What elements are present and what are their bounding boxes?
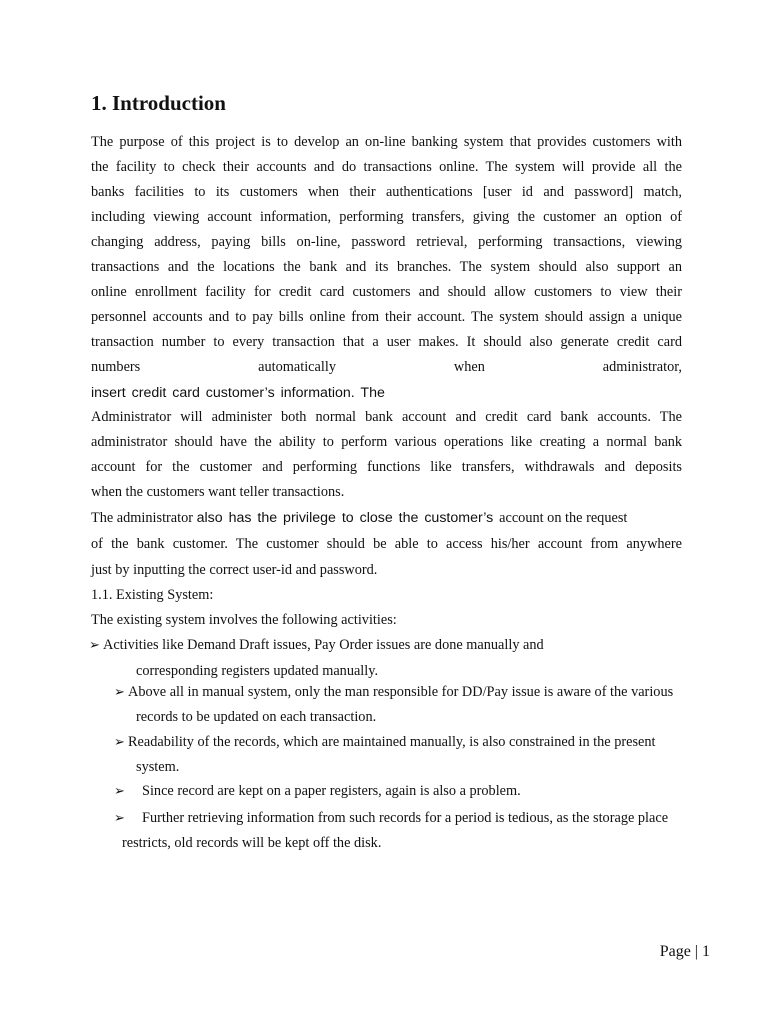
paragraph-line: of the bank customer. The customer should be able to access his/her account from anywhere: [91, 536, 682, 552]
paragraph-line: when the customers want teller transactions.: [91, 484, 345, 500]
paragraph-line: banks facilities to its customers when their authentications [user id and password] match,: [91, 184, 682, 200]
paragraph-line: account for the customer and performing functions like transfers, withdrawals and deposits: [91, 459, 682, 475]
bullet-continuation: records to be updated on each transaction.: [136, 709, 377, 725]
paragraph-line-sans: insert credit card customer’s information. The: [91, 385, 385, 401]
paragraph-line: personnel accounts and to pay bills online from their account. The system should assign a unique: [91, 309, 682, 325]
bullet-continuation: restricts, old records will be kept off the disk.: [122, 835, 382, 851]
section-heading: 1. Introduction: [91, 91, 226, 115]
arrow-bullet-icon: ➢: [114, 685, 125, 700]
admin-line-part1: The administrator: [91, 510, 197, 526]
paragraph-line: administrator should have the ability to perform various operations like creating a normal bank: [91, 434, 682, 450]
subsection-heading: 1.1. Existing System:: [91, 587, 214, 603]
bullet-text: Activities like Demand Draft issues, Pay Order issues are done manually and: [103, 637, 544, 653]
admin-line: [91, 509, 682, 527]
page-number: Page | 1: [659, 943, 710, 960]
paragraph-line: including viewing account information, performing transfers, giving the customer an option of: [91, 209, 682, 225]
paragraph-line: the facility to check their accounts and do transactions online. The system will provide all the: [91, 159, 682, 175]
bullet-text: Further retrieving information from such records for a period is tedious, as the storage place: [142, 810, 669, 826]
admin-line-part2: also has the privilege to close the customer’s: [196, 510, 500, 526]
arrow-bullet-icon: ➢: [114, 811, 125, 826]
bullet-text: Since record are kept on a paper registers, again is also a problem.: [142, 783, 521, 799]
paragraph-line: transactions and the locations the bank and its branches. The system should also support an: [91, 259, 682, 275]
paragraph-line: The purpose of this project is to develop an on-line banking system that provides customers with: [91, 134, 682, 150]
arrow-bullet-icon: ➢: [89, 638, 100, 653]
bullet-continuation: corresponding registers updated manually.: [136, 663, 379, 679]
arrow-bullet-icon: ➢: [114, 784, 125, 799]
admin-line-part3: account on the request: [499, 510, 628, 526]
paragraph-line: Administrator will administer both normal bank account and credit card bank accounts. The: [91, 409, 682, 425]
bullet-item: [114, 683, 714, 701]
bullet-item: [89, 636, 680, 654]
paragraph-line: numbers automatically when administrator,: [91, 359, 682, 375]
subsection-intro: The existing system involves the following activities:: [91, 612, 397, 628]
bullet-continuation: system.: [136, 759, 180, 775]
bullet-item: [114, 782, 714, 800]
bullet-text: Readability of the records, which are maintained manually, is also constrained in the present: [128, 734, 656, 750]
bullet-text: Above all in manual system, only the man responsible for DD/Pay issue is aware of the various: [128, 684, 674, 700]
arrow-bullet-icon: ➢: [114, 735, 125, 750]
paragraph-line: transaction number to every transaction that a user makes. It should also generate credit card: [91, 334, 682, 350]
paragraph-line: changing address, paying bills on-line, password retrieval, performing transactions, viewing: [91, 234, 682, 250]
paragraph-line: online enrollment facility for credit card customers and should allow customers to view their: [91, 284, 682, 300]
paragraph-line: just by inputting the correct user-id and password.: [91, 562, 378, 578]
bullet-item: [114, 809, 714, 827]
bullet-item: [114, 733, 714, 751]
